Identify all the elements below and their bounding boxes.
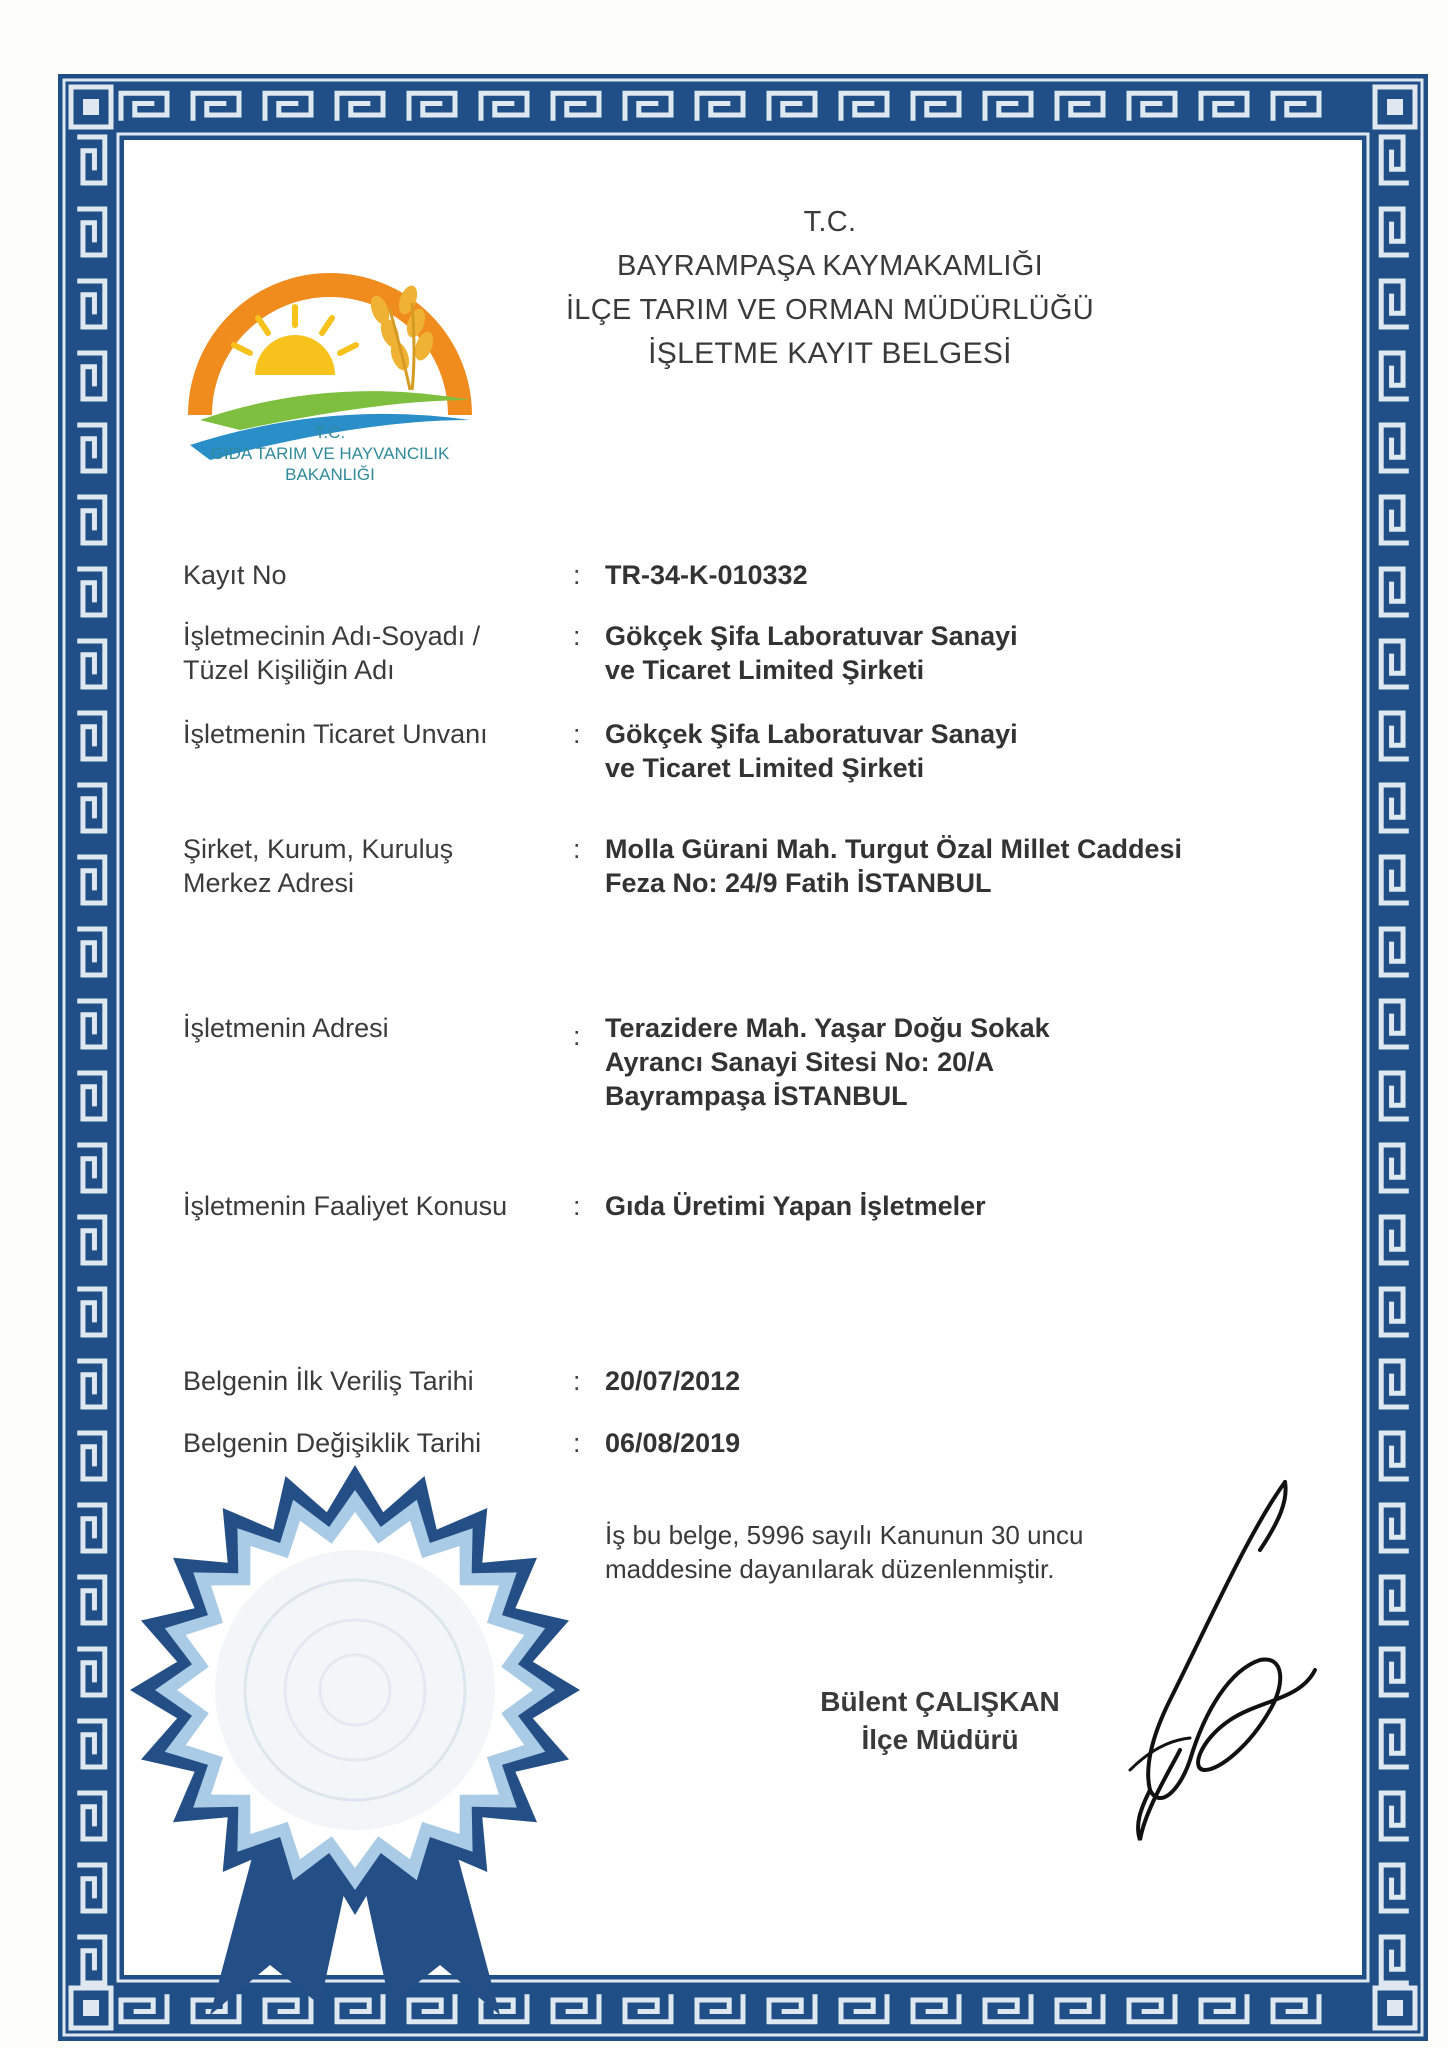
field-colon: : [573, 1191, 581, 1221]
legal-note-line: İş bu belge, 5996 sayılı Kanunun 30 uncu [605, 1520, 1084, 1550]
field-label [183, 832, 563, 900]
field-label: İşletmenin Ticaret Unvanı [183, 719, 488, 749]
field-value-line: Gökçek Şifa Laboratuvar Sanayi [605, 621, 1018, 651]
field-label: Belgenin Değişiklik Tarihi [183, 1428, 482, 1458]
header-district: BAYRAMPAŞA KAYMAKAMLIĞI [617, 250, 1043, 282]
document-header [430, 200, 1230, 376]
signer-name: Bülent ÇALIŞKAN [820, 1686, 1060, 1717]
field-label: İşletmenin Faaliyet Konusu [183, 1191, 508, 1221]
field-value-line: Feza No: 24/9 Fatih İSTANBUL [605, 868, 992, 898]
field-value-line: Gökçek Şifa Laboratuvar Sanayi [605, 719, 1018, 749]
signer-block [770, 1683, 1110, 1759]
field-value-line: Bayrampaşa İSTANBUL [605, 1081, 908, 1111]
field-colon: : [573, 834, 581, 864]
header-directorate: İLÇE TARIM VE ORMAN MÜDÜRLÜĞÜ [565, 294, 1095, 326]
field-value [605, 1011, 1285, 1113]
field-label: Belgenin İlk Veriliş Tarihi [183, 1366, 474, 1396]
field-label [183, 619, 563, 687]
field-colon: : [573, 1428, 581, 1458]
field-label-line: Şirket, Kurum, Kuruluş [183, 834, 454, 864]
field-label: Kayıt No [183, 560, 287, 590]
field-value [605, 717, 1285, 785]
logo-ministry-name: GIDA TARIM VE HAYVANCILIK [210, 444, 450, 463]
field-value: TR-34-K-010332 [605, 560, 808, 590]
seal-rosette-icon [120, 1460, 590, 2020]
field-value: 06/08/2019 [605, 1428, 741, 1458]
field-value: 20/07/2012 [605, 1366, 741, 1396]
field-value-line: ve Ticaret Limited Şirketi [605, 753, 925, 783]
field-colon: : [573, 621, 581, 651]
field-colon: : [573, 1021, 581, 1051]
field-label-line: Tüzel Kişiliğin Adı [183, 655, 395, 685]
signer-title: İlçe Müdürü [861, 1724, 1019, 1755]
field-label: İşletmenin Adresi [183, 1013, 389, 1043]
logo-caption [180, 422, 480, 485]
logo-tc: T.C. [314, 423, 346, 442]
legal-note-line: maddesine dayanılarak düzenlenmiştir. [605, 1554, 1055, 1584]
field-value: Gıda Üretimi Yapan İşletmeler [605, 1191, 986, 1221]
field-value-line: Molla Gürani Mah. Turgut Özal Millet Caddesi [605, 834, 1183, 864]
field-value [605, 619, 1285, 687]
field-label-line: İşletmecinin Adı-Soyadı / [183, 621, 481, 651]
field-label-line: Merkez Adresi [183, 868, 355, 898]
handwritten-signature [1110, 1470, 1330, 1850]
field-value-line: Terazidere Mah. Yaşar Doğu Sokak [605, 1013, 1050, 1043]
logo-ministry-suffix: BAKANLIĞI [285, 465, 375, 484]
field-colon: : [573, 719, 581, 749]
field-value-line: Ayrancı Sanayi Sitesi No: 20/A [605, 1047, 995, 1077]
field-value-line: ve Ticaret Limited Şirketi [605, 655, 925, 685]
document-title: İŞLETME KAYIT BELGESİ [648, 337, 1012, 370]
header-tc: T.C. [803, 206, 857, 238]
field-colon: : [573, 560, 581, 590]
field-value [605, 832, 1285, 900]
field-colon: : [573, 1366, 581, 1396]
